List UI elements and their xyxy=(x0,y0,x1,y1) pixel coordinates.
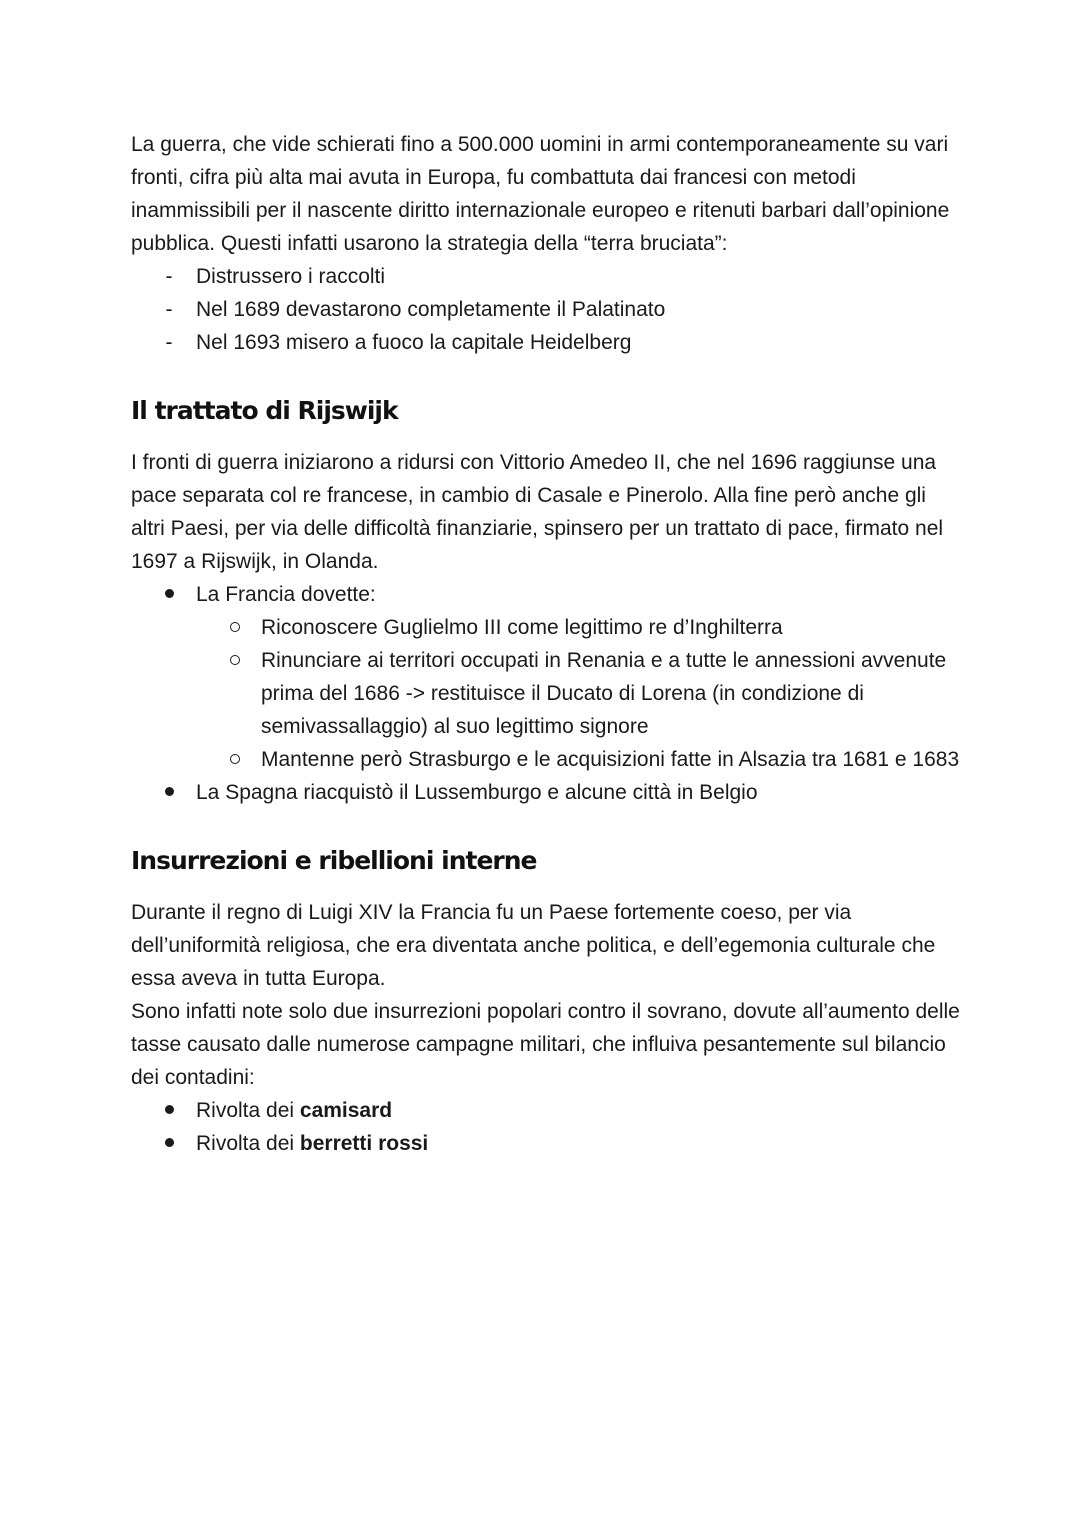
list-item: Mantenne però Strasburgo e le acquisizioni fatte in Alsazia tra 1681 e 1683 xyxy=(131,743,961,776)
list-item-spagna: La Spagna riacquistò il Lussemburgo e alcune città in Belgio xyxy=(131,776,961,809)
revolts-list xyxy=(131,1094,961,1160)
dash-marker: - xyxy=(165,265,173,288)
revolt-name: camisard xyxy=(299,1099,393,1122)
circle-bullet-icon xyxy=(230,655,240,665)
intro-paragraph: La guerra, che vide schierati fino a 500.000 uomini in armi contemporaneamente su vari fronti, cifra più alta mai avuta in Europa, fu combattuta dai francesi con metodi inammissibili per il nascente diritto internazionale europeo e ritenuti barbari dall’opinione pubblica. Questi infatti usarono la strategia della “terra bruciata”: xyxy=(131,133,950,255)
bullet-icon xyxy=(165,1138,174,1147)
list-item: - Nel 1693 misero a fuoco la capitale Heidelberg xyxy=(131,326,961,359)
spagna-list xyxy=(131,776,961,809)
dash-marker: - xyxy=(165,331,173,354)
francia-obligations-list xyxy=(131,611,961,776)
list-item: Rinunciare ai territori occupati in Renania e a tutte le annessioni avvenute prima del 1686 -> restituisce il Ducato di Lorena (in condizione di semivassallaggio) al suo legittimo signore xyxy=(131,644,961,743)
section-heading-insurrezioni: Insurrezioni e ribellioni interne xyxy=(131,846,537,875)
document-page xyxy=(131,128,961,1160)
treaty-outcome-list xyxy=(131,578,961,611)
list-item: - Nel 1689 devastarono completamente il Palatinato xyxy=(131,293,961,326)
bullet-icon xyxy=(165,787,174,796)
list-item-revolt: Rivolta dei camisard xyxy=(131,1094,961,1127)
section-heading-rijswijk: Il trattato di Rijswijk xyxy=(131,396,398,425)
list-item-revolt: Rivolta dei berretti rossi xyxy=(131,1127,961,1160)
revolt-name: berretti rossi xyxy=(299,1132,429,1155)
dash-marker: - xyxy=(165,298,173,321)
scorched-earth-list xyxy=(131,260,961,359)
circle-bullet-icon xyxy=(230,622,240,632)
circle-bullet-icon xyxy=(230,754,240,764)
insurrezioni-paragraph-2: Sono infatti note solo due insurrezioni popolari contro il sovrano, dovute all’aumento delle tasse causato dalle numerose campagne militari, che influiva pesantemente sul bilancio dei contadini: xyxy=(131,1000,960,1089)
insurrezioni-paragraph-1: Durante il regno di Luigi XIV la Francia fu un Paese fortemente coeso, per via dell’uniformità religiosa, che era diventata anche politica, e dell’egemonia culturale che essa aveva in tutta Europa. xyxy=(131,901,936,990)
list-item: - Distrussero i raccolti xyxy=(131,260,961,293)
list-item-francia: La Francia dovette: xyxy=(131,578,961,611)
bullet-icon xyxy=(165,1105,174,1114)
bullet-icon xyxy=(165,589,174,598)
list-item: Riconoscere Guglielmo III come legittimo re d’Inghilterra xyxy=(131,611,961,644)
rijswijk-paragraph: I fronti di guerra iniziarono a ridursi con Vittorio Amedeo II, che nel 1696 raggiunse una pace separata col re francese, in cambio di Casale e Pinerolo. Alla fine però anche gli altri Paesi, per via delle difficoltà finanziarie, spinsero per un trattato di pace, firmato nel 1697 a Rijswijk, in Olanda. xyxy=(131,451,944,573)
